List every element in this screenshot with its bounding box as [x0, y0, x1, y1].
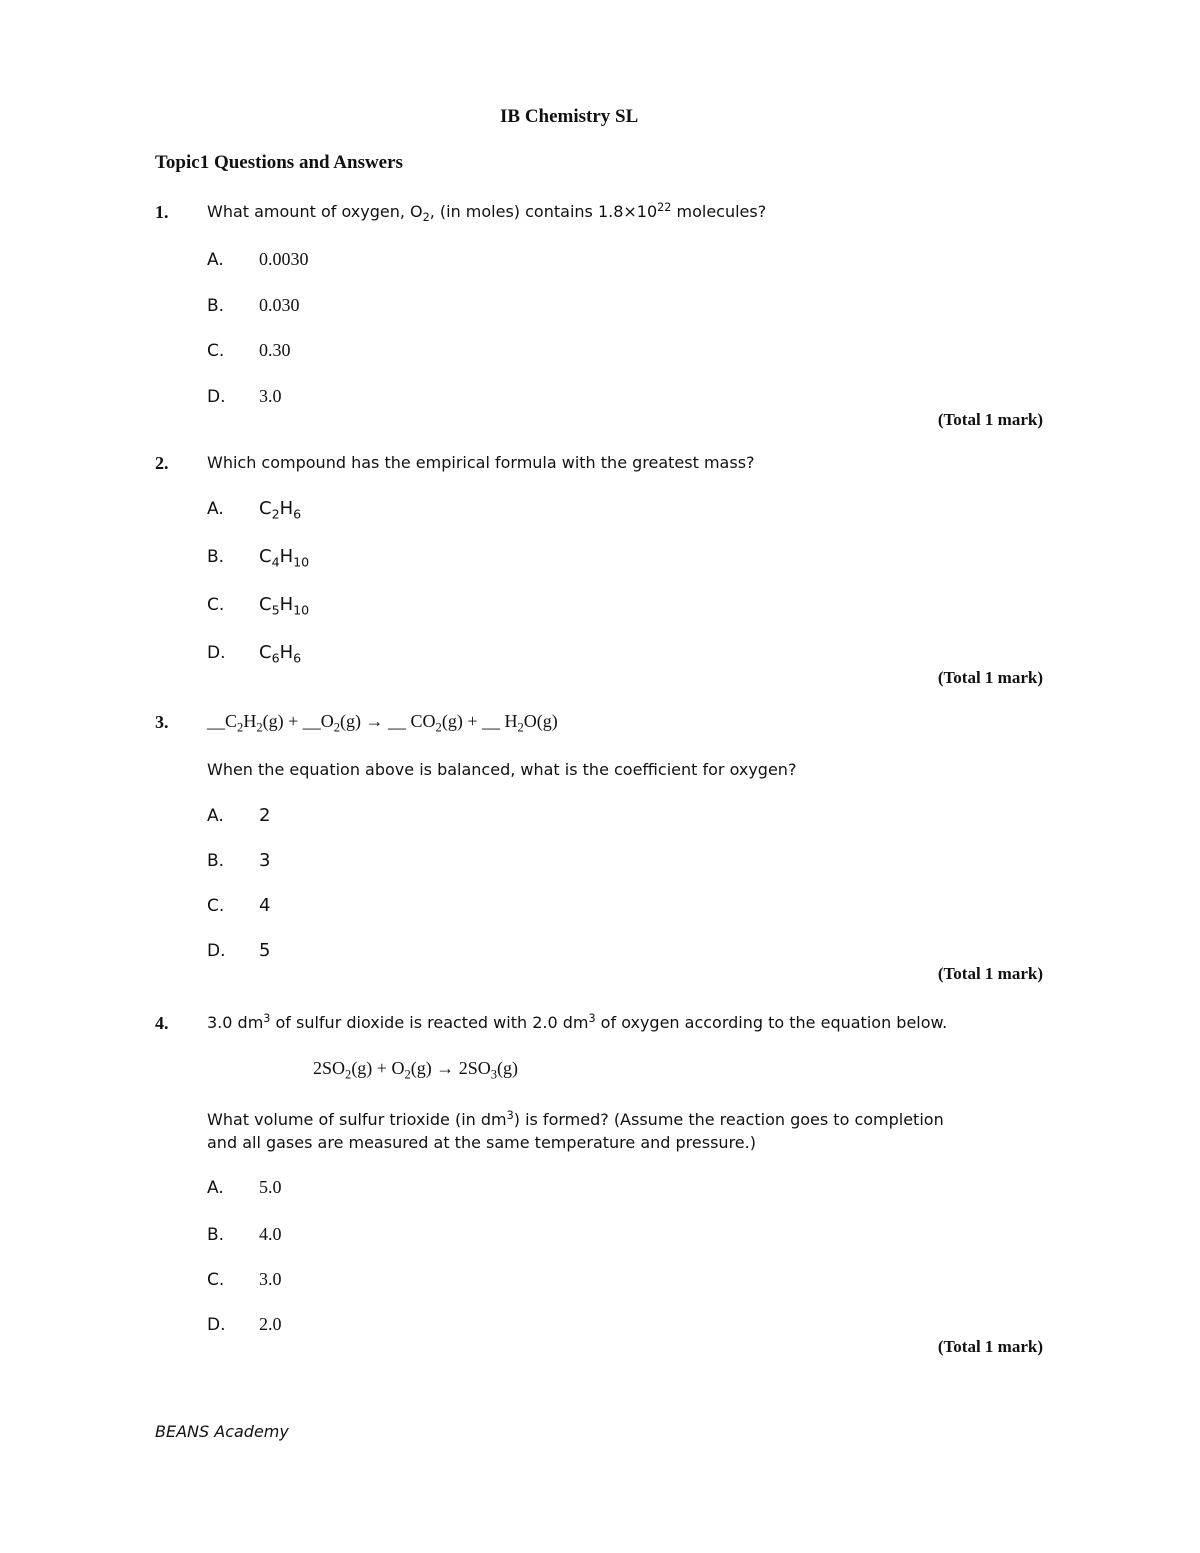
question-4-prompt [207, 1110, 944, 1129]
option-letter: A. [207, 250, 224, 270]
question-2-number: 2. [155, 453, 169, 473]
equation-part: __C [207, 711, 238, 731]
option-text: 5.0 [259, 1177, 282, 1197]
option-letter: B. [207, 547, 225, 567]
equation-part: H [243, 711, 257, 731]
question-4-text-part: of sulfur dioxide is reacted with 2.0 dm [270, 1013, 589, 1032]
superscript: 3 [506, 1108, 514, 1122]
page-footer: BEANS Academy [155, 1422, 289, 1441]
option-text: 0.030 [259, 295, 300, 315]
option-letter: C. [207, 341, 225, 361]
subscript: 2 [435, 720, 442, 735]
equation-part: (g) + __ H [441, 711, 518, 731]
subscript: 5 [271, 602, 280, 618]
subscript: 2 [422, 210, 430, 224]
subscript: 2 [517, 720, 524, 735]
subscript: 2 [271, 506, 280, 522]
option-text: 5 [259, 940, 271, 961]
document-title: IB Chemistry SL [500, 106, 639, 127]
subscript: 2 [333, 720, 341, 735]
option-formula [259, 546, 310, 570]
subscript: 2 [256, 720, 263, 735]
option-letter: D. [207, 387, 226, 407]
option-text: 4 [259, 895, 271, 916]
formula-part: H [279, 498, 294, 519]
question-4-equation [313, 1058, 519, 1082]
option-formula [259, 642, 302, 666]
formula-part: H [279, 642, 294, 663]
option-text: 0.0030 [259, 249, 309, 269]
option-letter: B. [207, 1225, 225, 1245]
option-text: 0.30 [259, 340, 291, 360]
option-formula [259, 594, 310, 618]
subscript: 6 [293, 506, 302, 522]
superscript: 22 [657, 200, 672, 214]
question-4-prompt-part: ) is formed? (Assume the reaction goes to completion [513, 1110, 944, 1129]
question-4-text-part: 3.0 dm [207, 1013, 264, 1032]
formula-part: H [279, 594, 294, 615]
subscript: 4 [271, 554, 280, 570]
formula-part: C [259, 546, 272, 567]
equation-part: O(g) [523, 711, 558, 731]
formula-part: H [279, 546, 294, 567]
subscript: 6 [293, 650, 302, 666]
option-letter: C. [207, 1270, 225, 1290]
document-subtitle: Topic1 Questions and Answers [155, 152, 403, 173]
option-text: 2.0 [259, 1314, 282, 1334]
subscript: 10 [293, 554, 310, 570]
question-4-number: 4. [155, 1013, 169, 1033]
question-1-number: 1. [155, 202, 169, 222]
subscript: 10 [293, 602, 310, 618]
option-text: 3 [259, 850, 271, 871]
question-4-text-part: of oxygen according to the equation below. [595, 1013, 948, 1032]
option-letter: C. [207, 896, 225, 916]
subscript: 2 [345, 1067, 352, 1082]
equation-part: (g) + O [351, 1058, 405, 1078]
question-4-text [207, 1013, 947, 1032]
equation-part: (g) + __O [262, 711, 334, 731]
option-letter: B. [207, 851, 225, 871]
option-letter: D. [207, 643, 226, 663]
superscript: 3 [263, 1011, 271, 1025]
equation-part: 2SO [313, 1058, 346, 1078]
option-letter: D. [207, 941, 226, 961]
equation-part: (g) → __ CO [340, 711, 436, 731]
equation-part: (g) → 2SO [410, 1058, 491, 1078]
option-text: 3.0 [259, 1269, 282, 1289]
question-2-text: Which compound has the empirical formula with the greatest mass? [207, 453, 755, 472]
option-text: 3.0 [259, 386, 282, 406]
total-marks: (Total 1 mark) [937, 668, 1043, 687]
formula-part: C [259, 498, 272, 519]
question-3-equation [207, 711, 558, 735]
subscript: 6 [271, 650, 280, 666]
formula-part: C [259, 594, 272, 615]
option-letter: A. [207, 1178, 224, 1198]
question-3-number: 3. [155, 712, 169, 732]
subscript: 3 [490, 1067, 498, 1082]
option-text: 4.0 [259, 1224, 282, 1244]
total-marks: (Total 1 mark) [937, 410, 1043, 429]
question-1-text-part: molecules? [671, 202, 767, 221]
question-4-prompt-line2: and all gases are measured at the same temperature and pressure.) [207, 1133, 756, 1152]
option-letter: A. [207, 499, 224, 519]
option-formula [259, 498, 302, 522]
question-1-text [207, 200, 767, 224]
superscript: 3 [588, 1011, 596, 1025]
option-letter: C. [207, 595, 225, 615]
total-marks: (Total 1 mark) [937, 964, 1043, 983]
formula-part: C [259, 642, 272, 663]
question-4-prompt-part: What volume of sulfur trioxide (in dm [207, 1110, 507, 1129]
option-letter: D. [207, 1315, 226, 1335]
question-1-text-part: , (in moles) contains 1.8×10 [429, 202, 658, 221]
subscript: 2 [404, 1067, 411, 1082]
option-text: 2 [259, 805, 271, 826]
question-3-text: When the equation above is balanced, what is the coefficient for oxygen? [207, 760, 797, 779]
option-letter: B. [207, 296, 225, 316]
equation-part: (g) [497, 1058, 519, 1078]
option-letter: A. [207, 806, 224, 826]
subscript: 2 [237, 720, 244, 735]
question-1-text-part: What amount of oxygen, O [207, 202, 423, 221]
total-marks: (Total 1 mark) [937, 1337, 1043, 1356]
